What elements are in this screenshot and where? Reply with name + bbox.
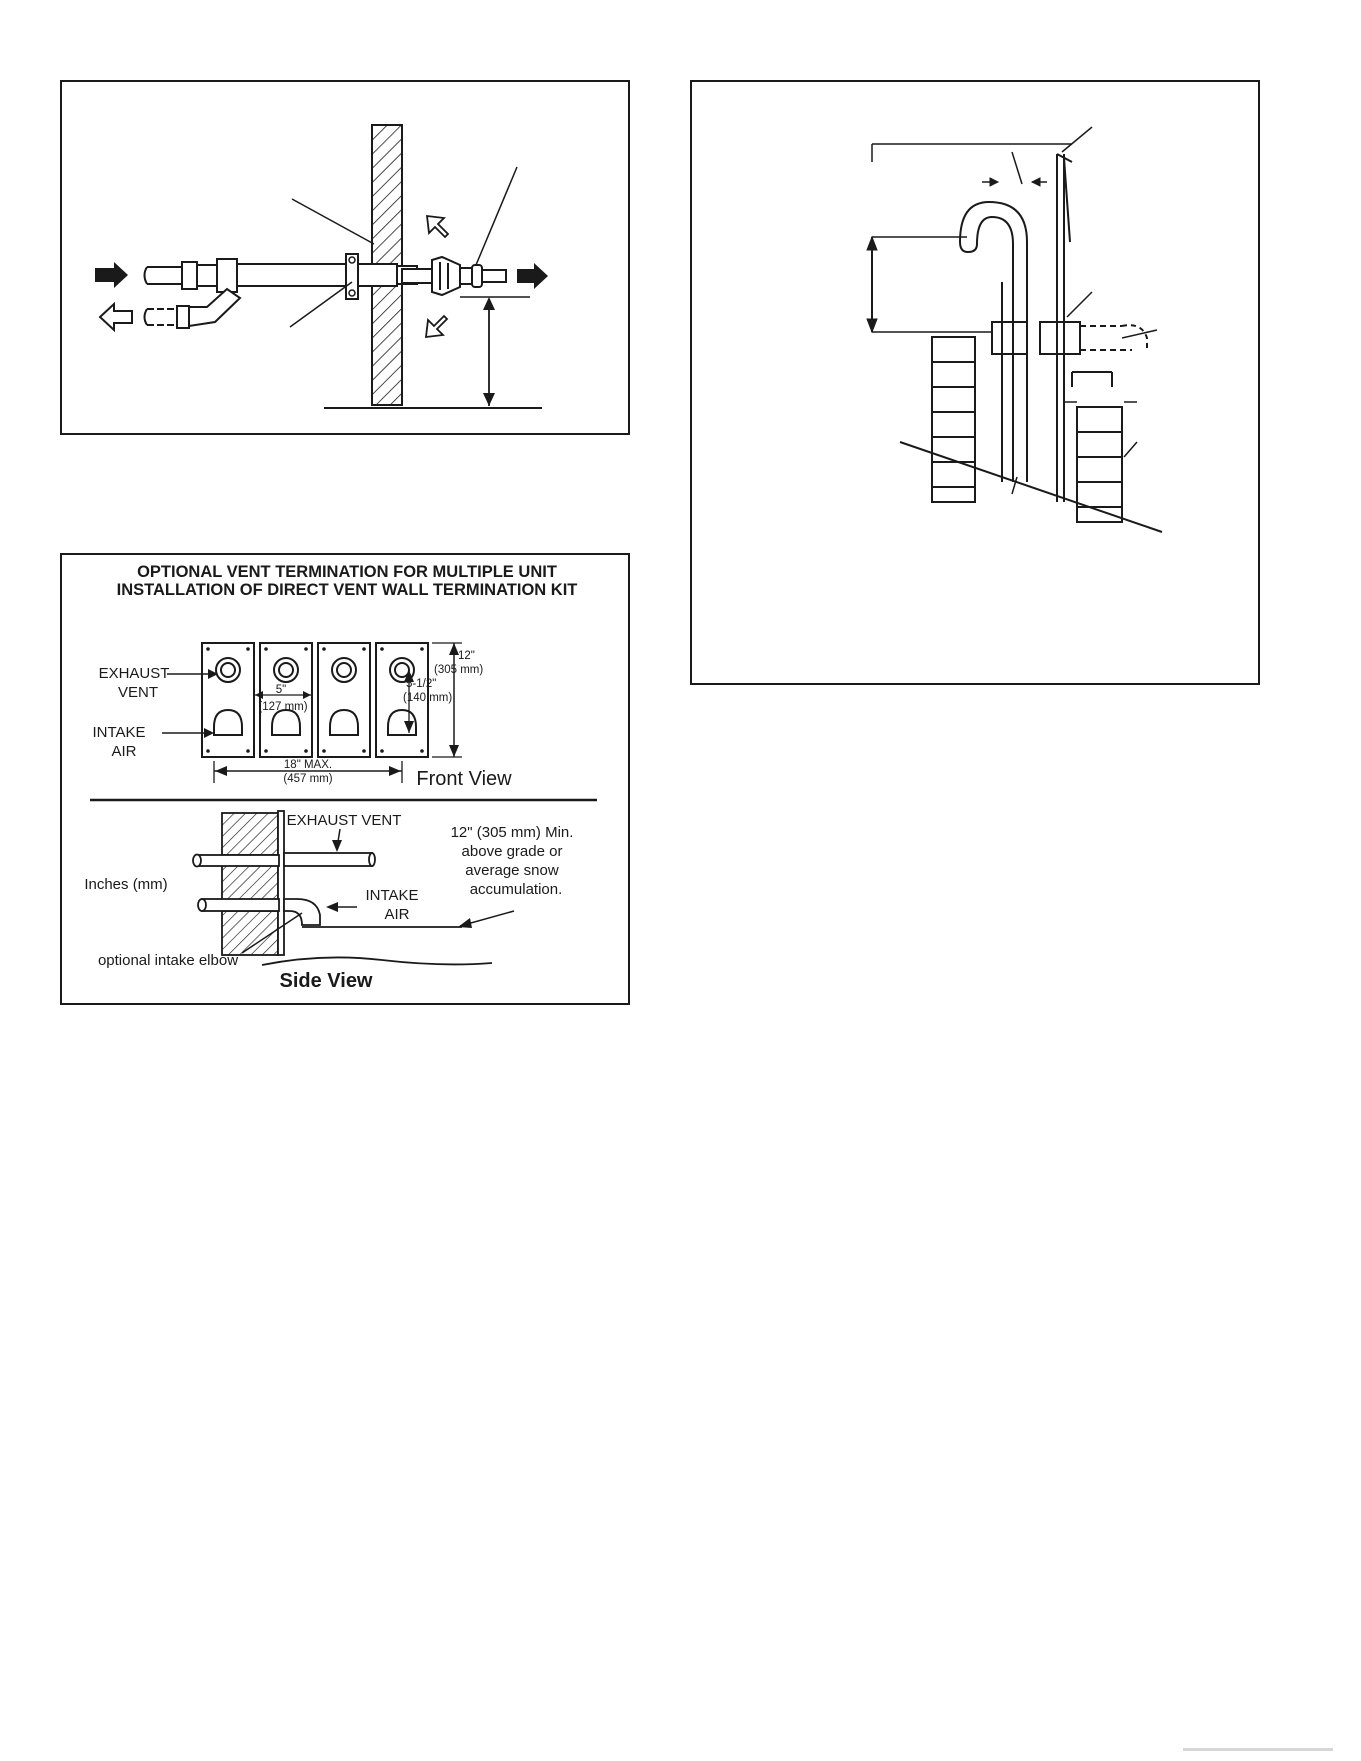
figure-title-line-1: OPTIONAL VENT TERMINATION FOR MULTIPLE UNIT xyxy=(137,563,557,581)
side-view-wall xyxy=(222,811,284,955)
side-view-label: Side View xyxy=(279,970,373,992)
horizontal-duct xyxy=(992,322,1147,387)
plate-1 xyxy=(202,643,254,757)
intake-air-label-1: INTAKE xyxy=(92,724,146,741)
termination-plates xyxy=(202,643,428,757)
exhaust-vent-label-2: VENT xyxy=(117,684,159,701)
wall-termination-drawing xyxy=(62,82,632,437)
figure-title-line-2: INSTALLATION OF DIRECT VENT WALL TERMINATION KIT xyxy=(116,581,578,599)
intake-pipe xyxy=(145,289,241,328)
side-intake-label-1: INTAKE xyxy=(365,887,419,904)
arrow-in-icon xyxy=(95,262,128,288)
arrow-side-intake-icon xyxy=(326,902,338,912)
exterior-wall xyxy=(1057,154,1072,502)
dim-18-mm: (457 mm) xyxy=(283,773,333,785)
side-exhaust-pipe xyxy=(193,853,375,867)
exhaust-vent-label-1: EXHAUST xyxy=(98,665,170,682)
clearance-line-2: above grade or xyxy=(461,843,563,860)
clearance-line-1: 12" (305 mm) Min. xyxy=(450,824,574,841)
side-exhaust-vent-label: EXHAUST VENT xyxy=(286,812,402,829)
leader-plate xyxy=(290,282,352,327)
dim-5-5-mm: (140 mm) xyxy=(403,692,453,704)
clearance-line-4: accumulation. xyxy=(469,881,563,898)
units-label: Inches (mm) xyxy=(84,876,168,893)
plate-3 xyxy=(318,643,370,757)
side-intake-label-2: AIR xyxy=(384,906,410,923)
intake-arrow-lower-icon xyxy=(426,316,447,337)
arrow-out-icon xyxy=(100,304,132,330)
ground-line xyxy=(262,957,492,965)
snorkel-drawing xyxy=(692,82,1262,687)
dim-12-mm: (305 mm) xyxy=(434,664,484,676)
termination-cap xyxy=(402,257,506,295)
dim-5-5-in: 5-1/2" xyxy=(406,678,437,690)
multiple-unit-drawing xyxy=(62,555,632,1007)
dim-5-in: 5" xyxy=(275,684,287,696)
figure-wall-termination xyxy=(60,80,630,435)
dim-12-in: 12" xyxy=(458,650,475,662)
leader-cap xyxy=(476,167,517,265)
wall-plate xyxy=(346,254,358,299)
arrow-side-exhaust-icon xyxy=(332,840,342,852)
optional-elbow-label: optional intake elbow xyxy=(97,952,239,969)
plate-2 xyxy=(260,643,312,757)
brick-wall-left xyxy=(932,337,975,502)
clearance-line-3: average snow xyxy=(465,862,559,879)
intake-air-label-2: AIR xyxy=(111,743,137,760)
dim-18-in: 18" MAX. xyxy=(283,759,333,771)
figure-snorkel-termination xyxy=(690,80,1260,685)
figure-multiple-unit xyxy=(60,553,630,1005)
leader-wall xyxy=(292,199,374,244)
arrow-clearance-icon xyxy=(458,918,472,928)
arrow-exhaust-icon xyxy=(517,263,548,289)
front-view-label: Front View xyxy=(416,768,512,790)
footer-mark xyxy=(1183,1748,1333,1751)
intake-arrow-upper-icon xyxy=(427,216,448,237)
dim-5-mm: (127 mm) xyxy=(258,701,308,713)
